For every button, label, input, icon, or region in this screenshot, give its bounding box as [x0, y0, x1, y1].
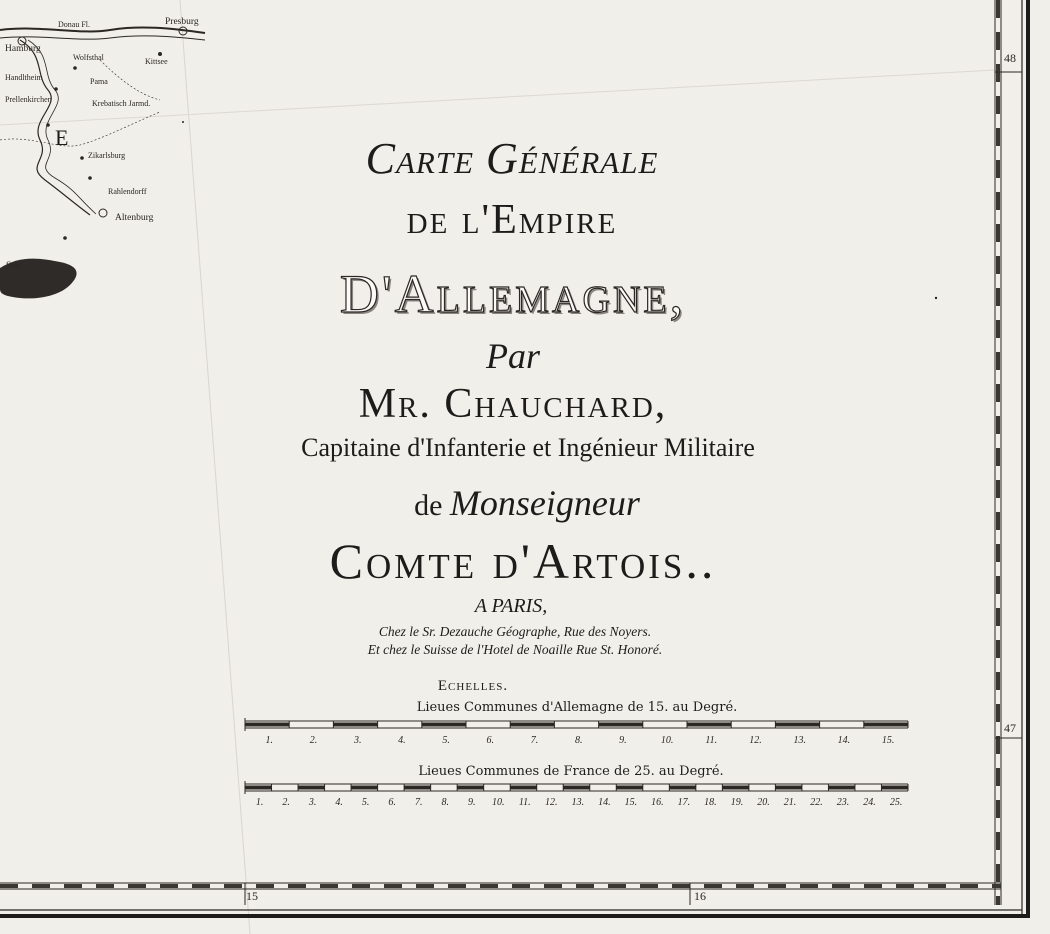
scale-tick-label: 6.: [388, 797, 396, 808]
map-label: Rahlendorff: [108, 187, 147, 196]
scale-tick-label: 19.: [730, 797, 744, 808]
map-label: Kittsee: [145, 57, 168, 66]
scale-tick-label: 5.: [442, 735, 450, 746]
scale-segment: [245, 786, 272, 790]
scale-tick-label: 11.: [518, 797, 531, 808]
map-label: Wolfsthal: [73, 53, 104, 62]
scale-bar-german: [245, 718, 908, 746]
scale-segment: [687, 723, 731, 727]
scale-tick-label: 18.: [704, 797, 717, 808]
scale-segment: [881, 786, 908, 790]
map-label: Donau Fl.: [58, 20, 90, 29]
scale-tick-label: 12.: [749, 735, 762, 746]
scale-tick-label: 3.: [308, 797, 317, 808]
scale-tick-label: 23.: [836, 797, 850, 808]
scale-tick-label: 3.: [353, 735, 362, 746]
scale-tick-label: 10.: [492, 797, 505, 808]
scale-segment: [669, 786, 696, 790]
scale-segment: [510, 786, 537, 790]
scale-bar-french: [245, 781, 908, 808]
scale-tick-label: 5.: [361, 797, 370, 808]
scale-tick-label: 24.: [863, 797, 876, 808]
scale-tick-label: 2.: [282, 797, 290, 808]
latitude-label: 48: [1004, 51, 1016, 65]
scale-tick-label: 7.: [414, 797, 423, 808]
patron-name: Comte d'Artois..: [329, 533, 717, 589]
scale-segment: [775, 723, 819, 727]
scale-segment: [404, 786, 431, 790]
map-label: Zikarlsburg: [88, 151, 126, 160]
scale-segment: [333, 723, 377, 727]
scale-tick-label: 14.: [598, 797, 611, 808]
scale-segment: [599, 723, 643, 727]
map-label: See: [6, 261, 20, 271]
latitude-label: 47: [1004, 721, 1016, 735]
scale-tick-label: 14.: [837, 735, 851, 746]
map-label: Pama: [90, 77, 108, 86]
patron-line: [2, 482, 1050, 524]
map-label: Altenburg: [115, 213, 154, 223]
scale-tick-label: 8.: [574, 735, 583, 746]
scale-tick-label: 7.: [530, 735, 539, 746]
scale-segment: [563, 786, 590, 790]
scale-tick-label: 12.: [545, 797, 558, 808]
scale-tick-label: 10.: [660, 735, 674, 746]
scale-segment: [457, 786, 484, 790]
scale-segment: [351, 786, 378, 790]
title-line-2: de l'Empire: [406, 197, 618, 243]
scale-tick-label: 9.: [467, 797, 476, 808]
scale-segment: [722, 786, 749, 790]
scale-segment: [298, 786, 325, 790]
scale-segment: [828, 786, 855, 790]
scale-tick-label: 9.: [619, 735, 627, 746]
scale-segment: [245, 723, 289, 727]
scale-tick-label: 4.: [398, 735, 406, 746]
scale-tick-label: 25.: [889, 797, 903, 808]
scale-segment: [616, 786, 643, 790]
scale-segment: [422, 723, 466, 727]
publisher-city: A PARIS,: [474, 595, 548, 617]
scale-french-label: Lieues Communes de France de 25. au Degré.: [418, 764, 724, 779]
title-line-3: D'Allemagne,: [339, 264, 687, 324]
map-label: Hamburg: [5, 44, 41, 54]
title-par: Par: [486, 336, 540, 376]
scale-segment: [510, 723, 554, 727]
longitude-label: 15: [246, 889, 258, 903]
map-label: Krebatisch Jarmd.: [92, 99, 151, 108]
bottom-border: [0, 883, 1030, 916]
fold-line: [0, 70, 995, 125]
scale-tick-label: 15.: [624, 797, 638, 808]
publisher-line-2: Et chez le Suisse de l'Hotel de Noaille Rue St. Honoré.: [367, 642, 663, 657]
scale-tick-label: 11.: [705, 735, 718, 746]
map-label: E: [55, 125, 69, 150]
scale-tick-label: 4.: [335, 797, 343, 808]
scale-segment: [775, 786, 802, 790]
scale-tick-label: 22.: [810, 797, 823, 808]
scale-tick-label: 17.: [677, 797, 691, 808]
scale-tick-label: 20.: [757, 797, 770, 808]
author-name: Mr. Chauchard,: [358, 381, 668, 427]
scale-tick-label: 16.: [651, 797, 664, 808]
scales-heading: Echelles.: [437, 678, 509, 694]
longitude-label: 16: [694, 889, 706, 903]
monseigneur-word: Monseigneur: [449, 483, 640, 523]
scale-tick-label: 8.: [441, 797, 449, 808]
scale-segment: [864, 723, 908, 727]
map-label: Presburg: [165, 17, 199, 27]
scale-tick-label: 1.: [255, 797, 264, 808]
scale-tick-label: 13.: [793, 735, 806, 746]
author-title: Capitaine d'Infanterie et Ingénieur Militaire: [301, 433, 755, 462]
de-word: de: [414, 489, 443, 522]
map-label: Handltheim: [5, 73, 43, 82]
publisher-line-1: Chez le Sr. Dezauche Géographe, Rue des Noyers.: [378, 624, 652, 639]
scale-tick-label: 6.: [486, 735, 495, 746]
scale-tick-label: 13.: [571, 797, 585, 808]
scale-tick-label: 21.: [783, 797, 797, 808]
map-label: Prellenkirchen: [5, 95, 52, 104]
scale-german-label: Lieues Communes d'Allemagne de 15. au Degré.: [416, 700, 738, 715]
title-line-1: Carte Générale: [365, 134, 659, 183]
scale-tick-label: 15.: [881, 735, 895, 746]
scale-tick-label: 1.: [265, 735, 274, 746]
scale-tick-label: 2.: [309, 735, 318, 746]
